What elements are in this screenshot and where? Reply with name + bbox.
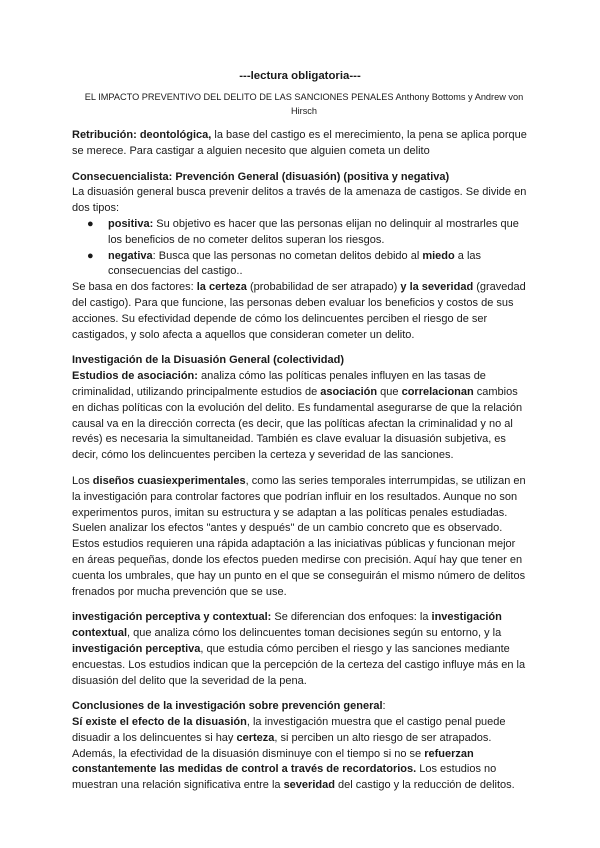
factores-paragraph: Se basa en dos factores: la certeza (probabilidad de ser atrapado) y la severidad (gravedad del castigo). Para que funcione, las personas deben evaluar los beneficios y costos de sus acciones. Su efectividad depende de cómo los delincuentes perciben el riesgo de ser castigados, y solo afecta a aquellos que consideran cometer un delito. — [72, 281, 526, 341]
section-retribucion — [72, 128, 528, 160]
section-consecuencialista — [72, 170, 528, 344]
conclusiones-paragraph: Sí existe el efecto de la disuasión, la investigación muestra que el castigo penal puede disuadir a los delincuentes si hay certeza, si perciben un alto riesgo de ser atrapados. Además, la efectividad de la disuasión disminuye con el tiempo si no se refuerzan constantemente las medidas de control a través de recordatorios. Los estudios no muestran una relación significativa entre la severidad del castigo y la reducción de delitos. — [72, 716, 515, 792]
perceptiva-paragraph: investigación perceptiva y contextual: Se diferencian dos enfoques: la investigación contextual, que analiza cómo los delincuentes toman decisiones según su entorno, y la investigación perceptiva, que estudia cómo perciben el riesgo y las sanciones mediante encuestas. Los estudios indican que la percepción de la certeza del castigo influye más en la disuasión del delito que la severidad de la pena. — [72, 611, 526, 687]
disenos-paragraph: Los diseños cuasiexperimentales, como las series temporales interrumpidas, se utilizan en la investigación para controlar factores que podrían influir en los resultados. Aunque no son experimentos puros, imitan su estructura y se adaptan a las políticas penales estudiadas. Suelen analizar los efectos "antes y después" de un cambio concreto que es observado. Estos estudios requieren una rápida adaptación a las iniciativas públicas y funcionan mejor en áreas pequeñas, donde los efectos pueden medirse con precisión. Aquí hay que tener en cuenta los umbrales, que hay un punto en el que se conseguirán el mismo número de delitos frenados por mucha prevención que se use. — [72, 474, 526, 598]
section-perceptiva — [72, 610, 528, 689]
consecuencialista-intro: La disuasión general busca prevenir delitos a través de la amenaza de castigos. Se divide en dos tipos: — [72, 186, 527, 215]
investigacion-heading: Investigación de la Disuasión General (colectividad) — [72, 354, 345, 367]
bullet-icon: ● — [87, 217, 94, 230]
retribucion-paragraph — [72, 128, 528, 160]
section-investigacion — [72, 353, 528, 464]
conclusiones-heading: Conclusiones de la investigación sobre prevención general: — [72, 700, 386, 713]
retribucion-label: Retribución: deontológica, — [72, 129, 212, 141]
consecuencialista-heading: Consecuencialista: Prevención General (disuasión) (positiva y negativa) — [72, 170, 450, 183]
section-conclusiones — [72, 699, 528, 794]
document-subtitle: EL IMPACTO PREVENTIVO DEL DELITO DE LAS SANCIONES PENALES Anthony Bottoms y Andrew von Hirsch — [84, 92, 524, 116]
list-item-positiva: ● positiva: Su objetivo es hacer que las personas elijan no delinquir al mostrarles que los beneficios de no cometer delitos superan los riesgos. — [87, 217, 519, 246]
disuasion-types-list — [72, 217, 528, 280]
list-item-negativa: ● negativa: Busca que las personas no cometan delitos debido al miedo a las consecuencias del castigo.. — [87, 249, 482, 278]
retribucion-text: la base del castigo es el merecimiento, la pena se aplica porque se merece. Para castigar a alguien necesito que alguien cometa un delito — [72, 129, 527, 157]
estudios-paragraph: Estudios de asociación: analiza cómo las políticas penales influyen en las tasas de criminalidad, utilizando principalmente estudios de asociación que correlacionan cambios en dichas políticas con la evolución del delito. Es fundamental asegurarse de que la relación causal va en la dirección correcta (es decir, que las políticas afectan la criminalidad y no al revés) es necesaria la simultaneidad. También es clave evaluar la disuasión subjetiva, es decir, cómo los delincuentes perciben la certeza y severidad de las sanciones. — [72, 370, 523, 462]
bullet-icon: ● — [87, 249, 94, 262]
section-disenos — [72, 474, 528, 600]
document-title: ---lectura obligatoria--- — [239, 70, 361, 82]
